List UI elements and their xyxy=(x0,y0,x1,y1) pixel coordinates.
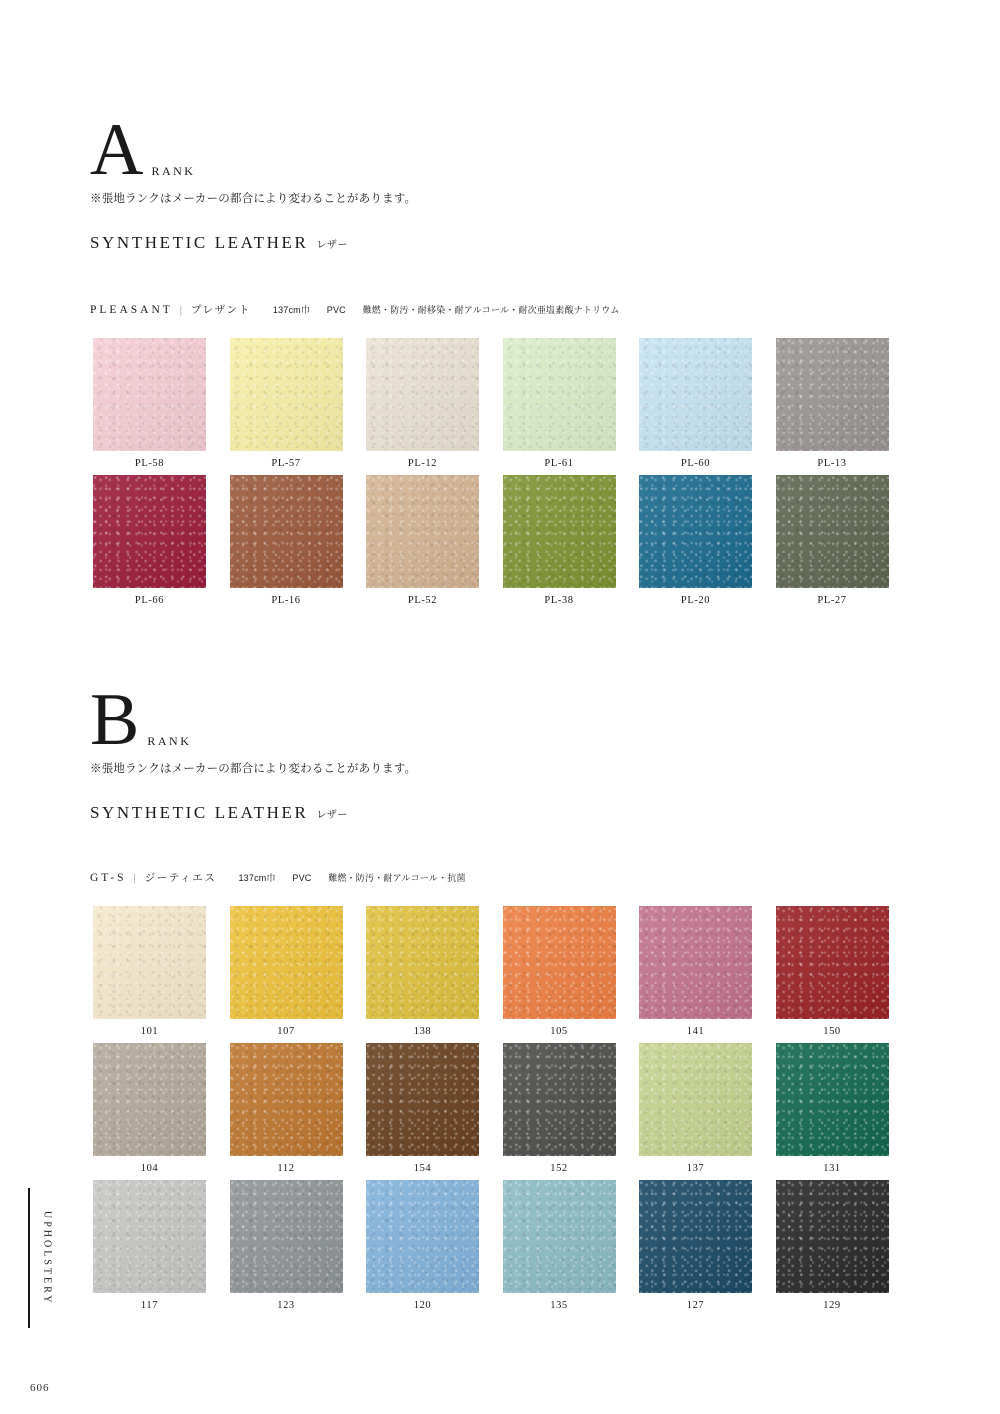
swatch-sheen xyxy=(230,475,343,588)
swatch-sheen xyxy=(776,338,889,451)
color-swatch[interactable] xyxy=(93,475,206,588)
category-title-a: SYNTHETIC LEATHER xyxy=(90,232,309,252)
material-separator: | xyxy=(179,304,182,316)
swatch-cell xyxy=(503,475,640,606)
color-swatch[interactable] xyxy=(230,1043,343,1156)
swatch-sheen xyxy=(93,906,206,1019)
swatch-cell xyxy=(366,1043,503,1174)
swatch-cell xyxy=(503,906,640,1037)
swatch-sheen xyxy=(639,1180,752,1293)
swatch-sheen xyxy=(639,1043,752,1156)
swatch-sheen xyxy=(366,475,479,588)
color-swatch[interactable] xyxy=(93,1043,206,1156)
color-swatch[interactable] xyxy=(639,1180,752,1293)
color-swatch[interactable] xyxy=(230,906,343,1019)
swatch-code-label: 120 xyxy=(413,1300,432,1311)
swatch-cell xyxy=(503,338,640,469)
rank-letter-b: B xyxy=(90,679,140,761)
swatch-code-label: 101 xyxy=(140,1026,159,1037)
swatch-cell xyxy=(639,1180,776,1311)
swatch-cell xyxy=(776,1043,913,1174)
swatch-sheen xyxy=(93,1043,206,1156)
spec-width-pleasant: 137cm巾 xyxy=(272,305,311,315)
swatch-cell xyxy=(776,906,913,1037)
swatch-code-label: 105 xyxy=(550,1026,568,1037)
swatch-code-label: 150 xyxy=(823,1026,841,1037)
color-swatch[interactable] xyxy=(93,338,206,451)
swatch-cell xyxy=(93,906,230,1037)
swatch-code-label: PL-60 xyxy=(680,458,711,469)
swatch-grid-gts xyxy=(93,906,913,1317)
material-header-pleasant xyxy=(90,302,620,317)
swatch-cell xyxy=(366,1180,503,1311)
swatch-cell xyxy=(776,475,913,606)
swatch-sheen xyxy=(366,1043,479,1156)
swatch-code-label: 104 xyxy=(140,1163,159,1174)
swatch-code-label: PL-20 xyxy=(680,595,711,606)
material-name-jp-pleasant: プレザント xyxy=(190,304,251,316)
color-swatch[interactable] xyxy=(776,338,889,451)
swatch-code-label: 112 xyxy=(277,1163,295,1174)
color-swatch[interactable] xyxy=(776,475,889,588)
swatch-code-label: PL-58 xyxy=(134,458,165,469)
swatch-code-label: PL-27 xyxy=(817,595,847,606)
swatch-code-label: 137 xyxy=(686,1163,705,1174)
swatch-cell xyxy=(230,1043,367,1174)
color-swatch[interactable] xyxy=(230,1180,343,1293)
material-header-gts xyxy=(90,870,466,885)
swatch-sheen xyxy=(230,1043,343,1156)
color-swatch[interactable] xyxy=(639,475,752,588)
category-heading-b xyxy=(90,803,416,823)
color-swatch[interactable] xyxy=(503,338,616,451)
swatch-cell xyxy=(503,1180,640,1311)
color-swatch[interactable] xyxy=(503,1043,616,1156)
rank-note-b: ※張地ランクはメーカーの都合により変わることがあります。 xyxy=(90,762,417,775)
swatch-sheen xyxy=(230,338,343,451)
swatch-sheen xyxy=(503,1043,616,1156)
swatch-sheen xyxy=(776,475,889,588)
spec-width-gts: 137cm巾 xyxy=(238,873,276,883)
page-number: 606 xyxy=(30,1382,50,1394)
swatch-code-label: 123 xyxy=(277,1300,295,1311)
color-swatch[interactable] xyxy=(366,1043,479,1156)
swatch-sheen xyxy=(366,906,479,1019)
swatch-code-label: 152 xyxy=(550,1163,568,1174)
swatch-sheen xyxy=(366,1180,479,1293)
swatch-sheen xyxy=(503,475,616,588)
swatch-cell xyxy=(366,906,503,1037)
material-separator-gts: | xyxy=(133,872,136,884)
swatch-code-label: 129 xyxy=(823,1300,841,1311)
swatch-cell xyxy=(230,475,367,606)
swatch-sheen xyxy=(639,475,752,588)
spec-features-pleasant: 難燃・防汚・耐移染・耐アルコール・耐次亜塩素酸ナトリウム xyxy=(362,305,620,315)
swatch-code-label: PL-16 xyxy=(271,595,301,606)
swatch-sheen xyxy=(776,1043,889,1156)
color-swatch[interactable] xyxy=(230,338,343,451)
swatch-cell xyxy=(639,906,776,1037)
color-swatch[interactable] xyxy=(503,906,616,1019)
swatch-cell xyxy=(93,1043,230,1174)
swatch-cell xyxy=(230,1180,367,1311)
rank-heading-a xyxy=(90,109,416,191)
swatch-code-label: PL-12 xyxy=(407,458,438,469)
swatch-cell xyxy=(366,338,503,469)
swatch-cell xyxy=(93,338,230,469)
swatch-sheen xyxy=(503,1180,616,1293)
category-heading-a xyxy=(90,233,416,253)
material-specs-gts xyxy=(216,871,465,884)
swatch-sheen xyxy=(230,906,343,1019)
swatch-code-label: 141 xyxy=(686,1026,705,1037)
color-swatch[interactable] xyxy=(366,1180,479,1293)
rank-note-a: ※張地ランクはメーカーの都合により変わることがあります。 xyxy=(90,192,417,205)
color-swatch[interactable] xyxy=(639,338,752,451)
swatch-code-label: 117 xyxy=(140,1300,159,1311)
swatch-sheen xyxy=(639,906,752,1019)
swatch-code-label: 127 xyxy=(686,1300,705,1311)
swatch-code-label: PL-38 xyxy=(544,595,574,606)
swatch-sheen xyxy=(776,906,889,1019)
swatch-sheen xyxy=(93,338,206,451)
swatch-code-label: PL-66 xyxy=(134,595,165,606)
color-swatch[interactable] xyxy=(230,475,343,588)
swatch-code-label: PL-13 xyxy=(817,458,847,469)
swatch-code-label: PL-52 xyxy=(407,595,438,606)
color-swatch[interactable] xyxy=(503,1180,616,1293)
swatch-code-label: 138 xyxy=(413,1026,432,1037)
swatch-cell xyxy=(639,475,776,606)
rank-word-a: RANK xyxy=(151,163,196,178)
swatch-code-label: 107 xyxy=(277,1026,295,1037)
side-tab xyxy=(28,1188,64,1328)
swatch-sheen xyxy=(93,475,206,588)
swatch-sheen xyxy=(776,1180,889,1293)
swatch-code-label: PL-61 xyxy=(544,458,574,469)
swatch-code-label: PL-57 xyxy=(271,458,301,469)
color-swatch[interactable] xyxy=(639,1043,752,1156)
swatch-cell xyxy=(93,475,230,606)
category-title-jp-a: レザー xyxy=(316,239,348,251)
swatch-sheen xyxy=(366,338,479,451)
material-name-jp-gts: ジーティエス xyxy=(144,872,217,884)
spec-material-gts: PVC xyxy=(292,873,312,883)
color-swatch[interactable] xyxy=(776,1043,889,1156)
swatch-cell xyxy=(366,475,503,606)
swatch-sheen xyxy=(503,906,616,1019)
rank-letter-a: A xyxy=(90,109,144,191)
swatch-cell xyxy=(776,1180,913,1311)
swatch-cell xyxy=(639,338,776,469)
swatch-cell xyxy=(230,338,367,469)
swatch-cell xyxy=(93,1180,230,1311)
swatch-code-label: 154 xyxy=(413,1163,432,1174)
swatch-sheen xyxy=(230,1180,343,1293)
swatch-cell xyxy=(776,338,913,469)
material-specs-pleasant xyxy=(251,303,620,316)
color-swatch[interactable] xyxy=(776,1180,889,1293)
swatch-grid-pleasant xyxy=(93,338,913,612)
spec-material-pleasant: PVC xyxy=(326,305,346,315)
category-title-b: SYNTHETIC LEATHER xyxy=(90,802,309,822)
color-swatch[interactable] xyxy=(366,475,479,588)
rank-word-b: RANK xyxy=(147,733,192,748)
color-swatch[interactable] xyxy=(93,906,206,1019)
color-swatch[interactable] xyxy=(366,338,479,451)
swatch-cell xyxy=(639,1043,776,1174)
rank-block-b xyxy=(90,679,417,823)
swatch-sheen xyxy=(93,1180,206,1293)
material-name-pleasant: PLEASANT xyxy=(90,304,173,316)
rank-block-a xyxy=(90,109,417,253)
color-swatch[interactable] xyxy=(503,475,616,588)
spec-features-gts: 難燃・防汚・耐アルコール・抗菌 xyxy=(328,873,466,883)
color-swatch[interactable] xyxy=(93,1180,206,1293)
color-swatch[interactable] xyxy=(366,906,479,1019)
side-tab-label: UPHOLSTERY xyxy=(41,1210,53,1306)
swatch-sheen xyxy=(503,338,616,451)
swatch-sheen xyxy=(639,338,752,451)
swatch-code-label: 131 xyxy=(823,1163,841,1174)
swatch-code-label: 135 xyxy=(550,1300,568,1311)
swatch-cell xyxy=(230,906,367,1037)
swatch-cell xyxy=(503,1043,640,1174)
color-swatch[interactable] xyxy=(639,906,752,1019)
material-name-gts: GT-S xyxy=(90,872,127,884)
color-swatch[interactable] xyxy=(776,906,889,1019)
category-title-jp-b: レザー xyxy=(316,809,348,821)
rank-heading-b xyxy=(90,679,416,761)
